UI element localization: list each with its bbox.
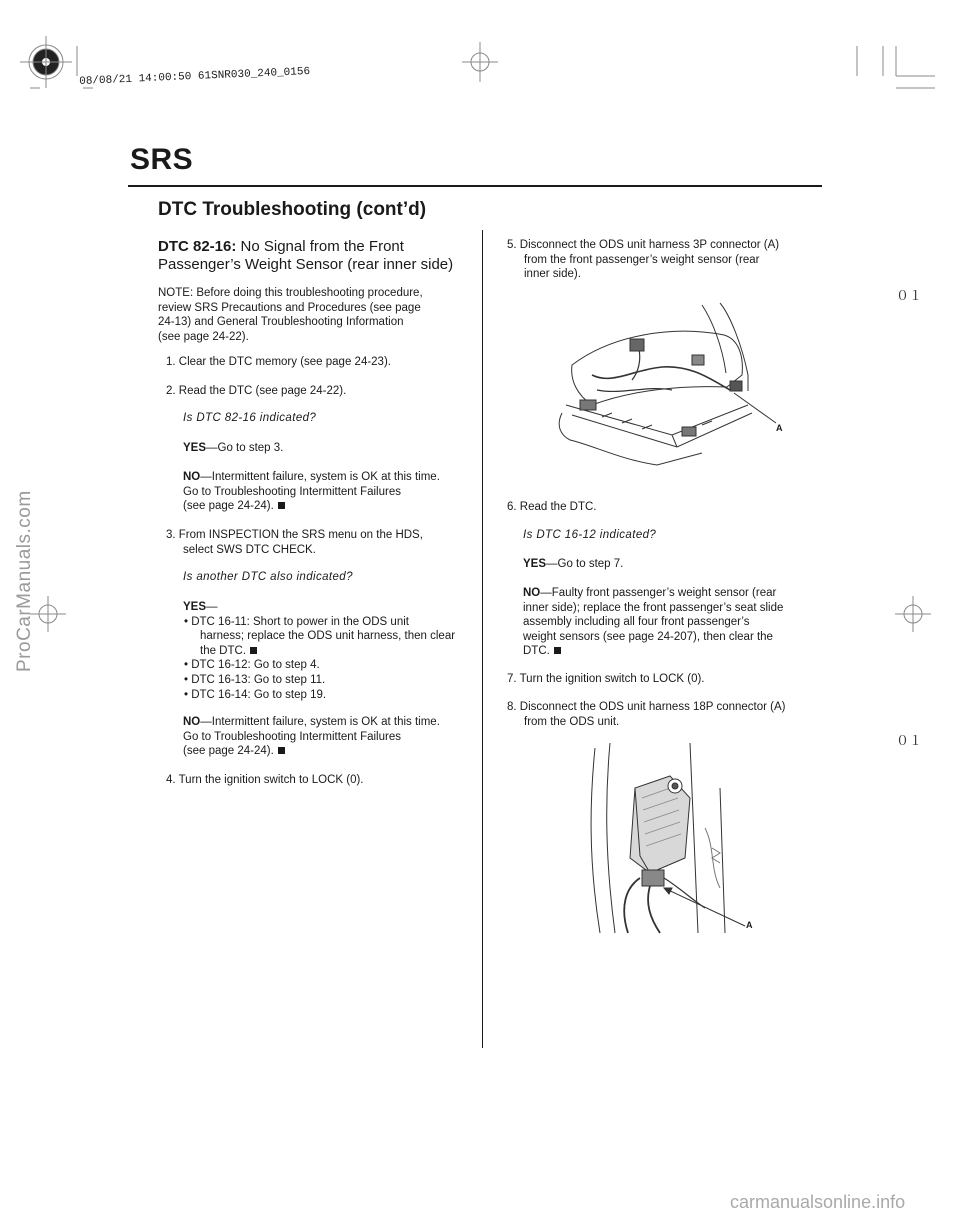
- dash: —: [200, 716, 212, 728]
- dash: —: [540, 587, 552, 599]
- end-square-icon: [278, 502, 285, 509]
- no-text: inner side); replace the front passenger’s seat slide: [523, 601, 784, 614]
- step-8-line: from the ODS unit.: [524, 715, 620, 728]
- bullet-item: • DTC 16-11: Short to power in the ODS unit: [184, 615, 409, 628]
- header-rule: [128, 185, 822, 187]
- bullet-item: • DTC 16-13: Go to step 11.: [184, 673, 326, 686]
- side-watermark: ProCarManuals.com: [14, 490, 35, 672]
- no-text: Faulty front passenger’s weight sensor (rear: [551, 587, 777, 599]
- seat-weight-sensor-illustration: [552, 295, 802, 475]
- yes-branch-1: [183, 441, 283, 456]
- yes-label: YES: [183, 601, 207, 613]
- no-text: Go to Troubleshooting Intermittent Failures: [183, 485, 401, 498]
- no-branch-2: [183, 715, 483, 759]
- no-text: (see page 24-24).: [183, 745, 274, 758]
- no-text: weight sensors (see page 24-207), then clear the: [523, 630, 773, 643]
- dtc-title-line1: No Signal from the Front: [240, 238, 404, 255]
- troubleshooting-note: [158, 286, 478, 344]
- step-7: 7. Turn the ignition switch to LOCK (0).: [507, 673, 705, 685]
- section-title: SRS: [130, 143, 194, 176]
- print-stamp: 08/08/21 14:00:50 61SNR030_240_0156: [79, 65, 311, 88]
- no-branch-3: [523, 586, 823, 659]
- step-6: 6. Read the DTC.: [507, 501, 597, 513]
- dash: —: [546, 558, 558, 570]
- ods-unit-illustration: [580, 738, 780, 938]
- step-5: [507, 238, 837, 282]
- no-text: Intermittent failure, system is OK at this time.: [211, 716, 440, 728]
- step-1: 1. Clear the DTC memory (see page 24-23).: [166, 356, 391, 368]
- margin-marker: ０１: [896, 734, 923, 749]
- footer-watermark: carmanualsonline.info: [730, 1192, 906, 1212]
- bullet-item: • DTC 16-14: Go to step 19.: [184, 688, 327, 701]
- step-3-line: select SWS DTC CHECK.: [183, 543, 316, 556]
- yes-text: Go to step 7.: [557, 558, 624, 570]
- dtc-code: DTC 82-16:: [158, 238, 237, 255]
- yes-label: YES: [183, 442, 207, 454]
- no-text: Go to Troubleshooting Intermittent Failures: [183, 730, 401, 743]
- note-line: 24-13) and General Troubleshooting Information: [158, 316, 404, 329]
- yes-branch-3: [523, 557, 623, 572]
- end-square-icon: [250, 647, 257, 654]
- end-square-icon: [278, 747, 285, 754]
- no-branch-1: [183, 470, 483, 514]
- figure-1-label-a: A: [776, 423, 783, 433]
- question-another-dtc: Is another DTC also indicated?: [183, 571, 353, 583]
- yes-label: YES: [523, 558, 547, 570]
- dash: —: [206, 442, 218, 454]
- step-3-line: 3. From INSPECTION the SRS menu on the HDS,: [166, 529, 423, 541]
- question-dtc-82-16: Is DTC 82-16 indicated?: [183, 412, 317, 424]
- note-line: NOTE: Before doing this troubleshooting procedure,: [158, 287, 423, 299]
- no-text: DTC.: [523, 645, 550, 658]
- bullet-item-cont: the DTC.: [200, 644, 247, 657]
- step-8: [507, 700, 837, 729]
- yes-text: Go to step 3.: [217, 442, 284, 454]
- question-dtc-16-12: Is DTC 16-12 indicated?: [523, 529, 657, 541]
- no-label: NO: [523, 587, 541, 599]
- no-text: (see page 24-24).: [183, 500, 274, 513]
- bullet-item-cont: harness; replace the ODS unit harness, then clear: [200, 630, 456, 643]
- step-8-line: 8. Disconnect the ODS unit harness 18P connector (A): [507, 701, 786, 713]
- step-5-line: from the front passenger’s weight sensor (rear: [524, 253, 760, 266]
- step-4: 4. Turn the ignition switch to LOCK (0).: [166, 774, 364, 786]
- end-square-icon: [554, 647, 561, 654]
- no-label: NO: [183, 471, 201, 483]
- bullet-item: • DTC 16-12: Go to step 4.: [184, 659, 320, 672]
- dash: —: [206, 601, 218, 613]
- margin-marker: ０１: [896, 289, 923, 304]
- note-line: review SRS Precautions and Procedures (see page: [158, 301, 421, 314]
- figure-2-label-a: A: [746, 920, 753, 930]
- yes-branch-2: [183, 600, 483, 702]
- dash: —: [200, 471, 212, 483]
- step-5-line: 5. Disconnect the ODS unit harness 3P connector (A): [507, 239, 780, 251]
- dtc-title-line2: Passenger’s Weight Sensor (rear inner side): [158, 256, 454, 273]
- no-label: NO: [183, 716, 201, 728]
- no-text: Intermittent failure, system is OK at this time.: [211, 471, 440, 483]
- note-line: (see page 24-22).: [158, 330, 249, 343]
- no-text: assembly including all four front passenger’s: [523, 616, 750, 629]
- dtc-heading: [158, 238, 478, 274]
- step-5-line: inner side).: [524, 268, 581, 281]
- step-3: [166, 528, 476, 557]
- page-subtitle: DTC Troubleshooting (cont’d): [158, 199, 427, 220]
- step-2: 2. Read the DTC (see page 24-22).: [166, 385, 347, 397]
